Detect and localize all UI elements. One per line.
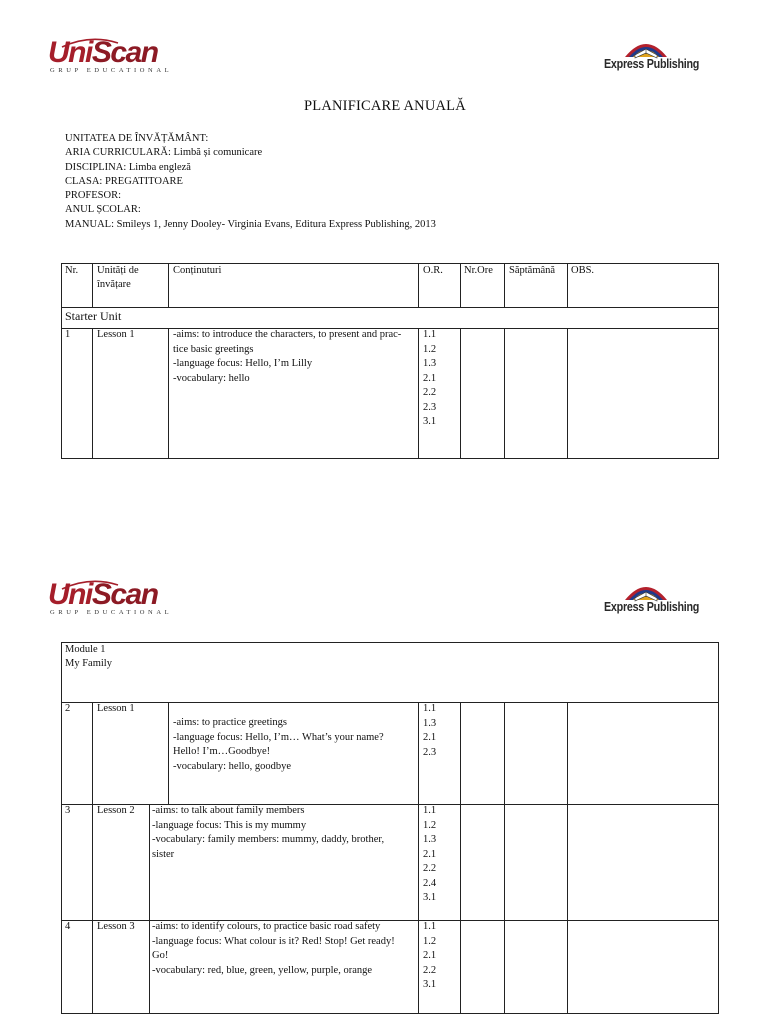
express-publishing-text: Express Publishing — [604, 600, 700, 614]
uniscan-logo — [48, 578, 173, 620]
row-content — [152, 920, 395, 978]
row-lesson: Lesson 2 — [97, 805, 135, 816]
or-code: 2.2 — [423, 387, 437, 398]
uniscan-logo-scan: Scan — [91, 578, 158, 611]
or-code: 2.1 — [423, 848, 437, 860]
content-line: -aims: to talk about family members — [152, 805, 305, 816]
module-subtitle: My Family — [65, 658, 112, 669]
or-code: 2.2 — [423, 964, 437, 976]
or-code: 1.1 — [423, 921, 437, 932]
row-lesson: Lesson 1 — [97, 329, 135, 340]
header-continuturi: Conținuturi — [173, 265, 222, 276]
row-or-list — [423, 328, 436, 430]
section-starter-unit: Starter Unit — [65, 309, 122, 323]
document-meta — [65, 132, 436, 232]
row-content — [152, 804, 384, 862]
or-code: 3.1 — [423, 892, 437, 903]
content-line: Go! — [152, 950, 169, 961]
row-or-list — [423, 804, 436, 906]
or-code: 1.2 — [423, 819, 437, 831]
header-unitati-line1: Unități de — [97, 265, 139, 276]
content-line: -language focus: Hello, I’m Lilly — [173, 358, 313, 369]
content-line: -vocabulary: family members: mummy, daddy, brother, — [152, 834, 385, 845]
uniscan-logo-uni: Uni — [48, 578, 92, 611]
module-title: Module 1 — [65, 644, 106, 655]
or-code: 2.1 — [423, 372, 437, 384]
meta-school: UNITATEA DE ÎNVĂȚĂMÂNT: — [65, 133, 209, 144]
header-obs: OBS. — [571, 265, 595, 276]
content-line: -aims: to identify colours, to practice basic road safety — [152, 921, 381, 932]
uniscan-logo-subtitle: GRUP EDUCATIONAL — [50, 609, 173, 616]
or-code: 1.2 — [423, 343, 437, 355]
content-line: -aims: to practice greetings — [173, 717, 287, 728]
or-code: 2.2 — [423, 863, 437, 874]
uniscan-swoosh-icon — [60, 38, 120, 48]
or-code: 1.3 — [423, 358, 437, 369]
header-nr: Nr. — [65, 265, 79, 276]
content-line: -language focus: What colour is it? Red! Stop! Get ready! — [152, 935, 395, 947]
express-publishing-logo — [603, 37, 703, 73]
meta-class: CLASA: PREGATITOARE — [65, 175, 183, 187]
or-code: 1.3 — [423, 717, 437, 729]
meta-curricular-area: ARIA CURRICULARĂ: Limbă și comunicare — [65, 147, 263, 159]
or-code: 1.1 — [423, 703, 437, 714]
content-line: -vocabulary: hello — [173, 372, 250, 384]
content-line: -aims: to introduce the characters, to present and prac- — [173, 329, 402, 340]
row-nr: 1 — [65, 329, 71, 340]
header-nr-ore: Nr.Ore — [464, 265, 493, 276]
row-content — [173, 328, 401, 386]
or-code: 2.1 — [423, 950, 437, 961]
content-line: -vocabulary: hello, goodbye — [173, 760, 292, 772]
or-code: 2.1 — [423, 732, 437, 743]
uniscan-swoosh-icon — [60, 580, 120, 590]
or-code: 2.3 — [423, 746, 437, 758]
or-code: 2.3 — [423, 401, 437, 413]
content-line: tice basic greetings — [173, 343, 254, 355]
header-saptamana: Săptămână — [509, 265, 556, 276]
express-publishing-logo — [603, 580, 703, 616]
meta-discipline: DISCIPLINA: Limba engleză — [65, 161, 191, 173]
uniscan-logo-scan: Scan — [91, 36, 158, 69]
uniscan-logo — [48, 36, 173, 78]
content-line: -vocabulary: red, blue, green, yellow, purple, orange — [152, 964, 373, 976]
row-or-list — [423, 702, 436, 760]
open-book-icon — [623, 580, 669, 602]
row-nr: 2 — [65, 703, 71, 714]
uniscan-logo-uni: Uni — [48, 36, 92, 69]
header-or: O.R. — [423, 265, 443, 276]
meta-school-year: ANUL ȘCOLAR: — [65, 204, 141, 216]
row-or-list — [423, 920, 436, 993]
open-book-icon — [623, 37, 669, 59]
express-publishing-text: Express Publishing — [604, 57, 700, 71]
content-line: Hello! I’m…Goodbye! — [173, 746, 271, 757]
row-lesson: Lesson 1 — [97, 703, 135, 714]
or-code: 1.2 — [423, 935, 437, 947]
row-lesson: Lesson 3 — [97, 921, 135, 932]
meta-teacher: PROFESOR: — [65, 190, 122, 202]
or-code: 1.1 — [423, 805, 437, 816]
row-content — [173, 716, 384, 774]
planning-table-2 — [61, 642, 719, 1014]
meta-manual: MANUAL: Smileys 1, Jenny Dooley- Virginia Evans, Editura Express Publishing, 2013 — [65, 218, 436, 230]
page-title: PLANIFICARE ANUALĂ — [304, 98, 466, 114]
planning-table-1 — [61, 263, 719, 459]
or-code: 3.1 — [423, 979, 437, 990]
or-code: 3.1 — [423, 416, 437, 427]
content-line: sister — [152, 848, 175, 860]
content-line: -language focus: Hello, I’m… What’s your name? — [173, 731, 384, 743]
row-nr: 3 — [65, 805, 71, 816]
row-nr: 4 — [65, 921, 71, 932]
or-code: 1.1 — [423, 329, 437, 340]
header-unitati-line2: învățare — [97, 279, 131, 290]
or-code: 2.4 — [423, 877, 437, 889]
or-code: 1.3 — [423, 834, 437, 845]
uniscan-logo-subtitle: GRUP EDUCATIONAL — [50, 67, 173, 74]
content-line: -language focus: This is my mummy — [152, 819, 307, 831]
